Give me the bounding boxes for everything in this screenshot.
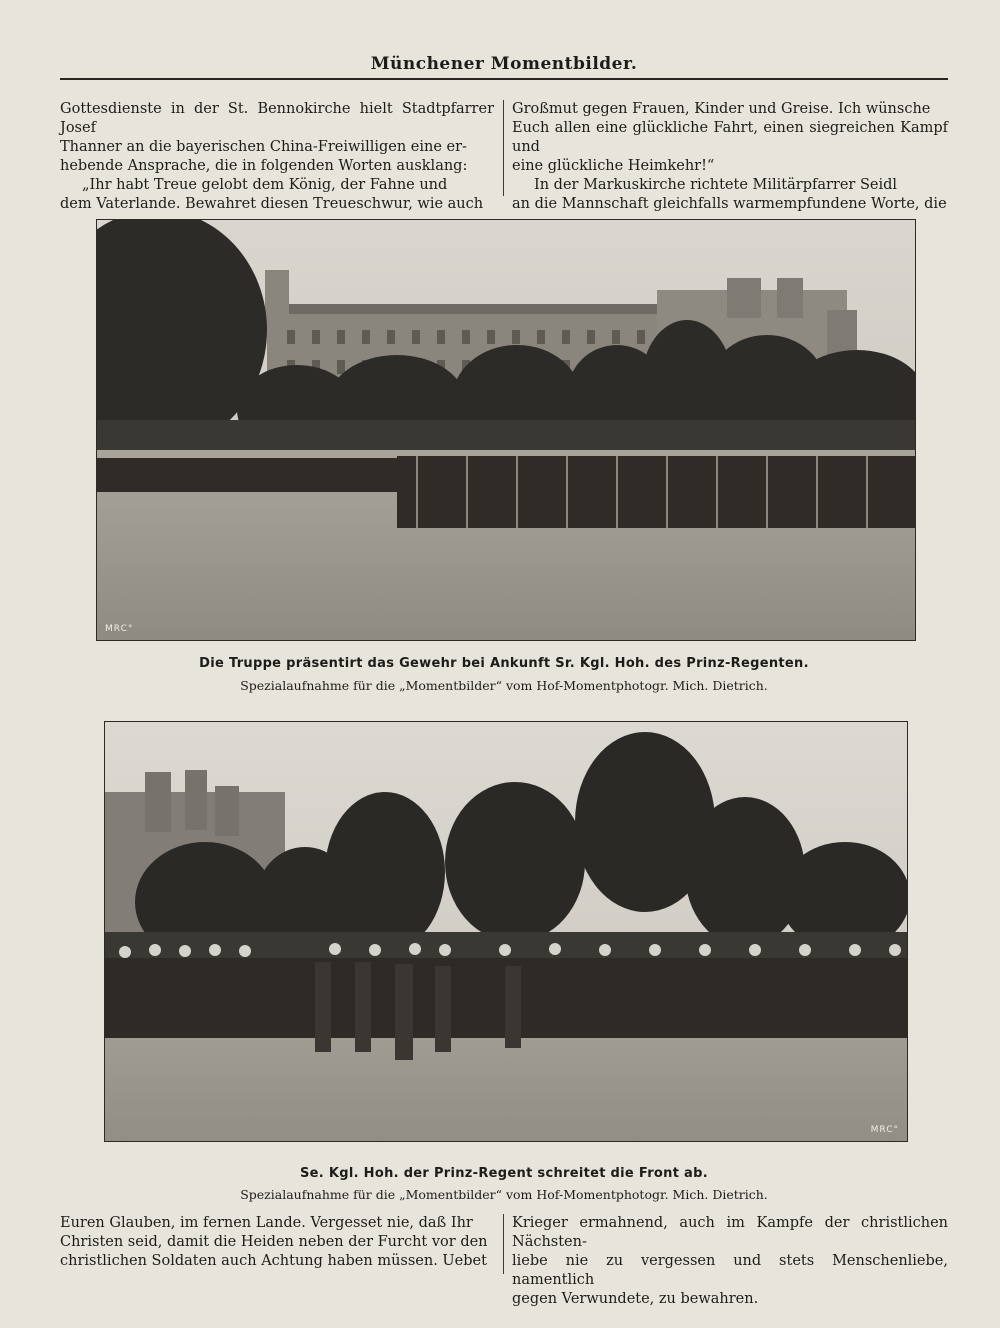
running-title: Münchener Momentbilder. <box>370 54 638 74</box>
text-line: In der Markuskirche richtete Militärpfarrer Seidl <box>534 177 898 193</box>
top-right-column <box>512 100 948 214</box>
text-line: dem Vaterlande. Bewahret diesen Treueschwur, wie auch <box>60 196 484 212</box>
text-line: Gottesdienste in der St. Bennokirche hielt Stadtpfarrer Josef <box>60 101 494 136</box>
text-line: Euren Glauben, im fernen Lande. Vergesset nie, daß Ihr <box>60 1215 473 1231</box>
photo-watermark: MRC° <box>870 1125 899 1135</box>
text-line: Thanner an die bayerischen China-Freiwilligen eine er- <box>60 139 467 155</box>
photo2-credit: Spezialaufnahme für die „Momentbilder“ vom Hof-Momentphotogr. Mich. Dietrich. <box>240 1187 768 1202</box>
text-line: Krieger ermahnend, auch im Kampfe der christlichen Nächsten- <box>512 1215 948 1250</box>
text-line: an die Mannschaft gleichfalls warmempfundene Worte, die <box>512 196 947 212</box>
header-rule <box>60 78 948 80</box>
photo2-caption: Se. Kgl. Hoh. der Prinz-Regent schreitet die Front ab. <box>300 1166 708 1181</box>
text-line: Euch allen eine glückliche Fahrt, einen siegreichen Kampf und <box>512 120 948 155</box>
text-line: Christen seid, damit die Heiden neben der Furcht vor den <box>60 1234 488 1250</box>
bottom-right-column <box>512 1214 948 1309</box>
text-line: christlichen Soldaten auch Achtung haben müssen. Uebet <box>60 1253 487 1269</box>
top-left-column <box>60 100 494 214</box>
text-line: liebe nie zu vergessen und stets Menschenliebe, namentlich <box>512 1253 948 1288</box>
photo-troop-presenting-arms <box>96 219 916 641</box>
photo-troop-presenting-arms-image <box>97 220 915 640</box>
text-line: Großmut gegen Frauen, Kinder und Greise. Ich wünsche <box>512 101 931 117</box>
text-line: eine glückliche Heimkehr!“ <box>512 158 715 174</box>
column-divider <box>503 100 504 196</box>
photo-prince-regent-inspection-image <box>105 722 907 1141</box>
photo-watermark: MRC° <box>105 624 134 634</box>
bottom-left-column <box>60 1214 494 1271</box>
column-divider <box>503 1214 504 1274</box>
text-line: hebende Ansprache, die in folgenden Worten ausklang: <box>60 158 468 174</box>
photo1-credit: Spezialaufnahme für die „Momentbilder“ vom Hof-Momentphotogr. Mich. Dietrich. <box>240 678 768 693</box>
photo-prince-regent-inspection <box>104 721 908 1142</box>
text-line: „Ihr habt Treue gelobt dem König, der Fahne und <box>82 177 448 193</box>
text-line: gegen Verwundete, zu bewahren. <box>512 1291 759 1307</box>
photo1-caption: Die Truppe präsentirt das Gewehr bei Ankunft Sr. Kgl. Hoh. des Prinz-Regenten. <box>199 656 809 671</box>
